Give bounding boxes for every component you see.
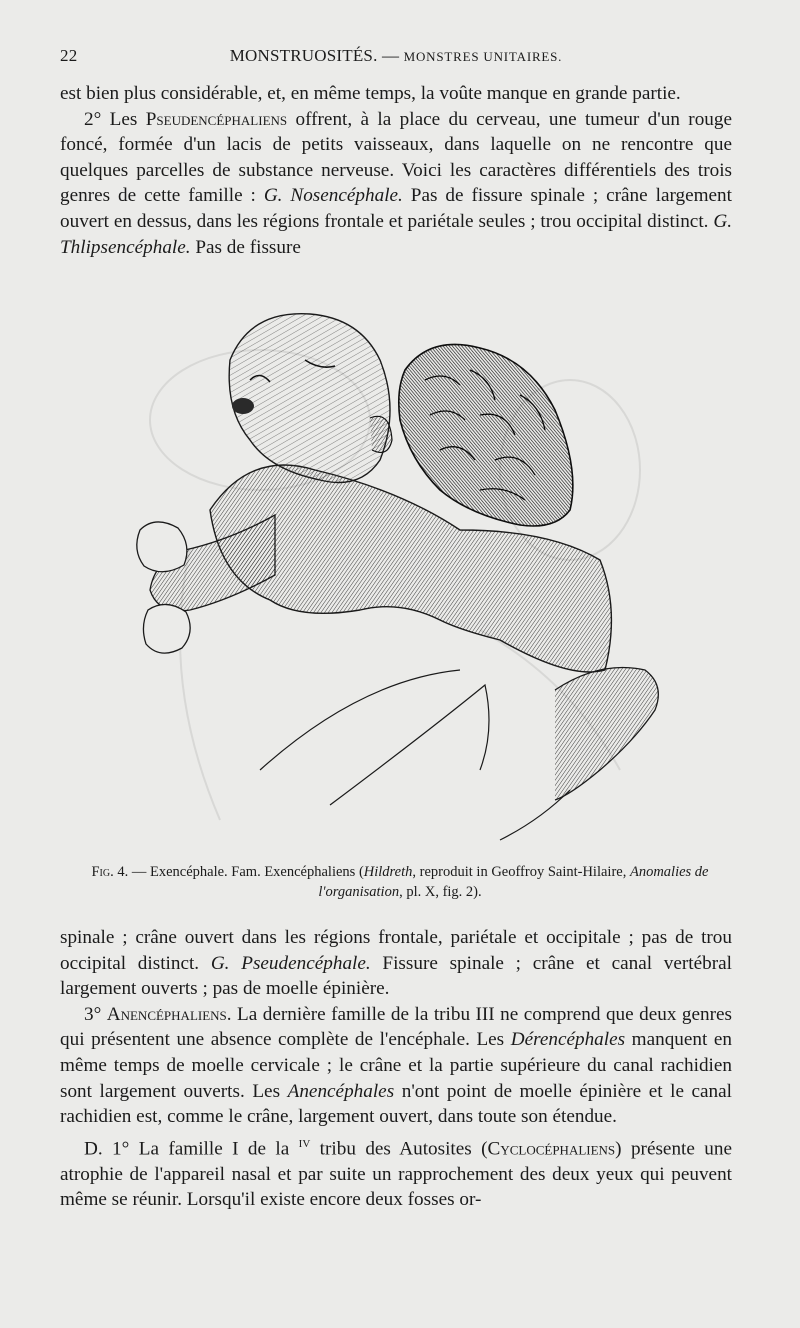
enum-marker: 2° Les xyxy=(84,108,146,130)
family-name: Pseudencéphaliens xyxy=(145,108,288,130)
caption-author: Hildreth xyxy=(363,864,413,880)
text-run: tribu des Autosites ( xyxy=(310,1138,488,1160)
genus-name: G. Pseudencéphale. xyxy=(210,952,371,974)
tribe-numeral: iv xyxy=(298,1133,311,1151)
text-run: Pas de fissure spinale ; crâne largement ouvert en dessus, dans les régions frontale et pariétale seules ; trou occipital distinct. xyxy=(60,185,732,232)
running-title-sub: MONSTRES UNITAIRES. xyxy=(403,49,563,64)
figure-caption xyxy=(88,862,712,902)
text-run: Pas de fissure xyxy=(190,236,301,258)
fist-upper xyxy=(137,522,187,572)
text-run: offrent, à la place du cerveau, une tumeur d'un rouge foncé, formée d'un lacis de petits vaisseaux, dans laquelle on ne rencontre que quelques parcelles de substance nerveuse. Voici les caractères différentiels des trois genres de cette famille : xyxy=(60,108,732,207)
mouth xyxy=(232,398,254,414)
text-run: spinale ; crâne ouvert dans les régions frontale, pariétale et occipitale ; pas de trou occipital distinct. xyxy=(60,927,732,974)
running-header xyxy=(60,46,732,72)
paragraph-cyclocephaliens xyxy=(60,1130,732,1213)
genus-name: Dérencéphales xyxy=(510,1029,626,1051)
text-run: ) présente une atrophie de l'appareil nasal et par suite un rapprochement des deux yeux qui peuvent même se réunir. Lorsqu'il existe encore deux fosses or- xyxy=(60,1138,732,1211)
figure-4-engraving xyxy=(100,300,700,855)
genus-name: Anencéphales xyxy=(287,1080,395,1102)
text-block-bottom xyxy=(60,925,732,1213)
family-name: Anencéphaliens xyxy=(106,1003,227,1025)
caption-run: , pl. X, fig. 2). xyxy=(399,884,482,900)
text-block-top xyxy=(60,81,732,260)
paragraph: est bien plus considérable, et, en même temps, la voûte manque en grande partie. xyxy=(60,83,681,104)
running-title-main: MONSTRUOSITÉS. — xyxy=(229,46,404,65)
caption-run: , reproduit in Geoffroy Saint-Hilaire, xyxy=(412,864,630,880)
fist-lower xyxy=(143,604,190,653)
caption-work: Anomalies de l'organisation xyxy=(318,864,709,900)
text-run: manquent en même temps de moelle cervicale ; le crâne et la partie supérieure du canal rachidien sont largement ouverts. Les xyxy=(60,1029,732,1102)
caption-run: — Exencéphale. Fam. Exencéphaliens ( xyxy=(128,864,364,880)
page-number: 22 xyxy=(60,46,78,65)
limb-outline xyxy=(260,670,460,770)
enum-marker: 3° xyxy=(84,1003,107,1025)
family-name: Cyclocéphaliens xyxy=(487,1138,616,1160)
paragraph-pseudencephaliens xyxy=(60,107,732,261)
genus-name: G. Thlipsencéphale. xyxy=(60,210,732,258)
running-title xyxy=(60,46,732,66)
text-run: . La dernière famille de la tribu III ne comprend que deux genres qui présentent une absence complète de l'encéphale. Les xyxy=(60,1003,732,1051)
leg xyxy=(555,668,658,801)
text-run: Fissure spinale ; crâne et canal vertébral largement ouverts ; pas de moelle épinière. xyxy=(60,952,732,1000)
text-run: n'ont point de moelle épinière et le canal rachidien est, comme le crâne, largement ouvert, dans toute son étendue. xyxy=(60,1080,732,1128)
genus-name: G. Nosencéphale. xyxy=(263,185,403,207)
exencephale-illustration xyxy=(100,300,700,855)
text-run: D. 1° La famille I de la xyxy=(84,1138,299,1160)
paragraph xyxy=(60,925,732,1002)
head xyxy=(229,314,390,483)
exencephalic-mass xyxy=(399,344,573,526)
paragraph-anencephaliens xyxy=(60,1002,732,1130)
caption-label: Fig. 4. xyxy=(91,864,129,880)
